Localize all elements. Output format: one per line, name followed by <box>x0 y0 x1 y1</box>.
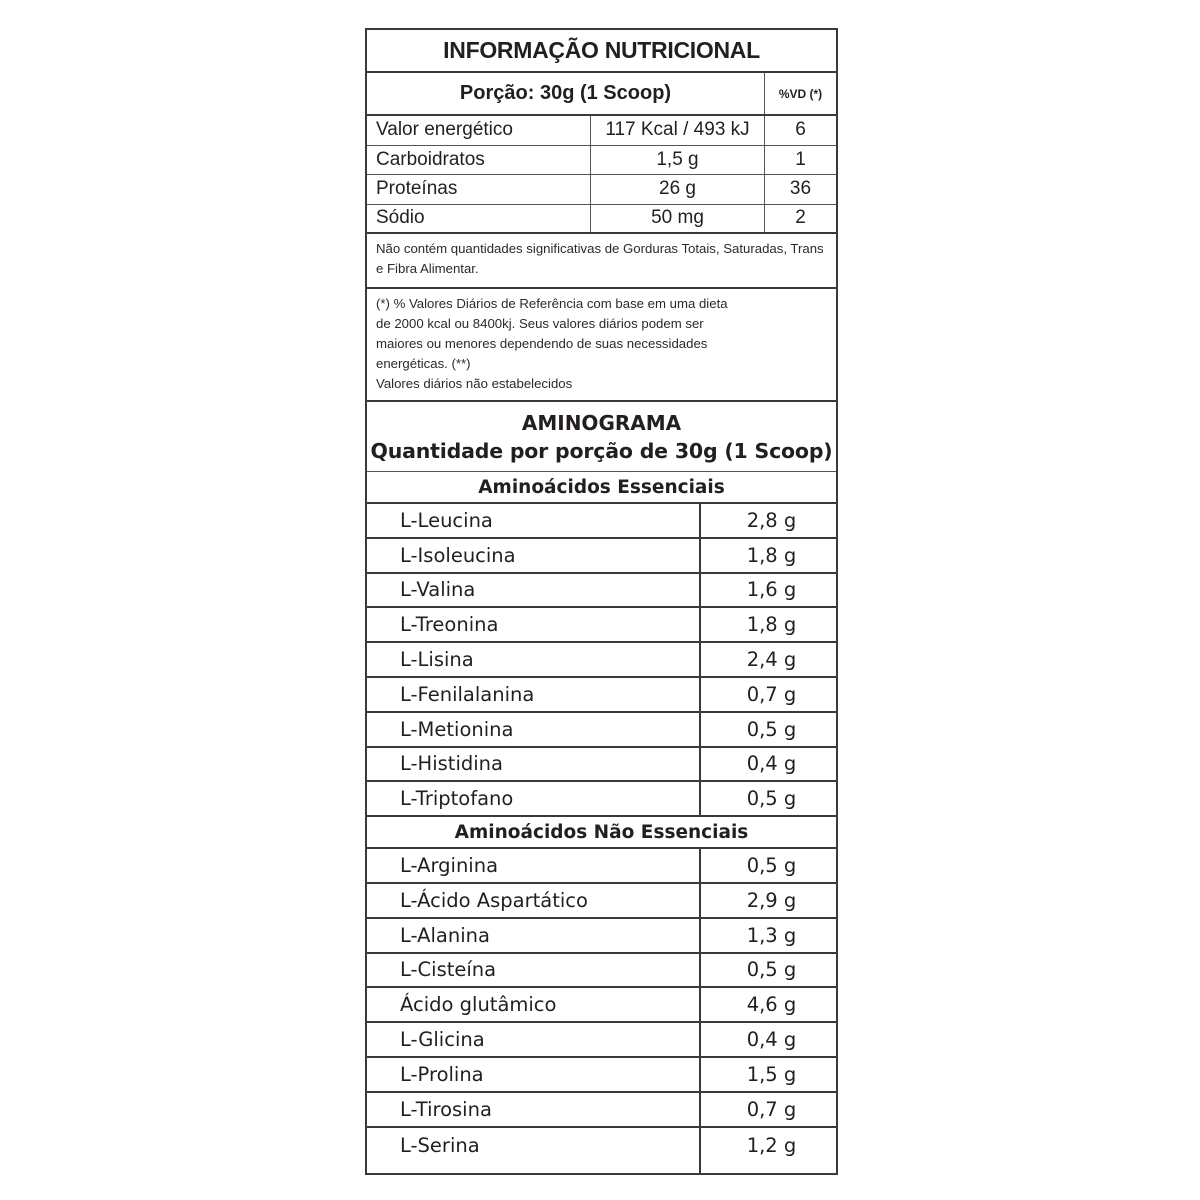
daily-value-header: %VD (*) <box>778 86 823 101</box>
amino-acid-name: L-Metionina <box>367 713 701 746</box>
amino-acid-name: L-Leucina <box>367 504 701 537</box>
essential-header: Aminoácidos Essenciais <box>367 472 836 504</box>
nutrient-vd: 36 <box>789 178 812 200</box>
aminogram-subtitle: Quantidade por porção de 30g (1 Scoop) <box>370 439 833 463</box>
aminogram-header <box>367 402 836 472</box>
amino-acid-amount: 0,5 g <box>746 787 797 811</box>
amino-acid-amount: 2,8 g <box>746 508 797 532</box>
nutrient-name: Valor energético <box>367 116 591 145</box>
amino-acid-name: L-Lisina <box>367 643 701 676</box>
amino-acid-row <box>367 988 836 1023</box>
nutrient-name: Carboidratos <box>367 146 591 175</box>
nutrient-amount: 1,5 g <box>591 146 765 175</box>
amino-acid-row <box>367 954 836 989</box>
amino-acid-row <box>367 1023 836 1058</box>
amino-acid-name: L-Tirosina <box>367 1093 701 1126</box>
amino-acid-amount: 0,4 g <box>746 752 797 776</box>
amino-acid-amount: 1,5 g <box>746 1062 797 1086</box>
amino-acid-row <box>367 539 836 574</box>
amino-acid-name: L-Histidina <box>367 748 701 781</box>
nutrient-vd: 2 <box>795 207 806 229</box>
nutrient-row <box>367 205 836 235</box>
footnote-line: energéticas. (**) <box>376 356 471 371</box>
nutrient-row <box>367 146 836 176</box>
footnote-line: de 2000 kcal ou 8400kj. Seus valores diários podem ser <box>376 316 704 331</box>
amino-acid-amount: 0,5 g <box>746 717 797 741</box>
amino-acid-name: L-Serina <box>367 1128 701 1175</box>
nutrient-amount: 50 mg <box>591 205 765 233</box>
nutrient-name: Sódio <box>367 205 591 233</box>
amino-acid-amount: 0,5 g <box>746 854 797 878</box>
nutrient-amount: 117 Kcal / 493 kJ <box>591 116 765 145</box>
amino-acid-name: L-Treonina <box>367 608 701 641</box>
amino-acid-row <box>367 608 836 643</box>
essential-amino-list <box>367 504 836 817</box>
amino-acid-amount: 2,4 g <box>746 648 797 672</box>
nutrient-row <box>367 175 836 205</box>
nutrient-amount: 26 g <box>591 175 765 204</box>
serving-size: Porção: 30g (1 Scoop) <box>367 73 765 114</box>
amino-acid-amount: 1,8 g <box>746 543 797 567</box>
amino-acid-name: L-Cisteína <box>367 954 701 987</box>
amino-acid-name: L-Arginina <box>367 849 701 882</box>
nutrient-vd: 6 <box>795 119 806 141</box>
amino-acid-amount: 4,6 g <box>746 993 797 1017</box>
footnote-line: Valores diários não estabelecidos <box>376 376 573 391</box>
insignificant-note: Não contém quantidades significativas de Gorduras Totais, Saturadas, Trans e Fibra Alimentar. <box>367 234 836 289</box>
amino-acid-name: L-Isoleucina <box>367 539 701 572</box>
nutrient-row <box>367 116 836 146</box>
amino-acid-row <box>367 1058 836 1093</box>
amino-acid-amount: 0,5 g <box>746 958 797 982</box>
amino-acid-row <box>367 919 836 954</box>
amino-acid-name: L-Fenilalanina <box>367 678 701 711</box>
amino-acid-row <box>367 504 836 539</box>
amino-acid-row <box>367 849 836 884</box>
amino-acid-amount: 1,2 g <box>746 1133 797 1157</box>
amino-acid-name: L-Prolina <box>367 1058 701 1091</box>
amino-acid-amount: 2,9 g <box>746 888 797 912</box>
amino-acid-name: L-Alanina <box>367 919 701 952</box>
amino-acid-row <box>367 713 836 748</box>
aminogram-title: AMINOGRAMA <box>521 411 682 435</box>
footnote-line: maiores ou menores dependendo de suas necessidades <box>376 336 708 351</box>
amino-acid-name: L-Triptofano <box>367 782 701 815</box>
non-essential-header: Aminoácidos Não Essenciais <box>367 817 836 849</box>
amino-acid-name: L-Valina <box>367 574 701 607</box>
daily-value-footnote <box>367 289 836 402</box>
amino-acid-row <box>367 782 836 817</box>
amino-acid-row <box>367 884 836 919</box>
amino-acid-name: Ácido glutâmico <box>367 988 701 1021</box>
amino-acid-row <box>367 1093 836 1128</box>
amino-acid-row <box>367 643 836 678</box>
non-essential-amino-list <box>367 849 836 1174</box>
amino-acid-amount: 1,8 g <box>746 613 797 637</box>
amino-acid-amount: 0,7 g <box>746 1097 797 1121</box>
amino-acid-row <box>367 748 836 783</box>
amino-acid-name: L-Glicina <box>367 1023 701 1056</box>
amino-acid-name: L-Ácido Aspartático <box>367 884 701 917</box>
amino-acid-amount: 1,3 g <box>746 923 797 947</box>
amino-acid-row <box>367 1128 836 1175</box>
amino-acid-row <box>367 678 836 713</box>
amino-acid-amount: 0,4 g <box>746 1028 797 1052</box>
nutrient-name: Proteínas <box>367 175 591 204</box>
amino-acid-row <box>367 574 836 609</box>
amino-acid-amount: 1,6 g <box>746 578 797 602</box>
amino-acid-amount: 0,7 g <box>746 682 797 706</box>
label-title: INFORMAÇÃO NUTRICIONAL <box>367 30 836 73</box>
nutrient-vd: 1 <box>795 148 806 170</box>
serving-row <box>367 73 836 116</box>
footnote-line: (*) % Valores Diários de Referência com base em uma dieta <box>376 296 728 311</box>
nutrition-label <box>365 28 838 1175</box>
